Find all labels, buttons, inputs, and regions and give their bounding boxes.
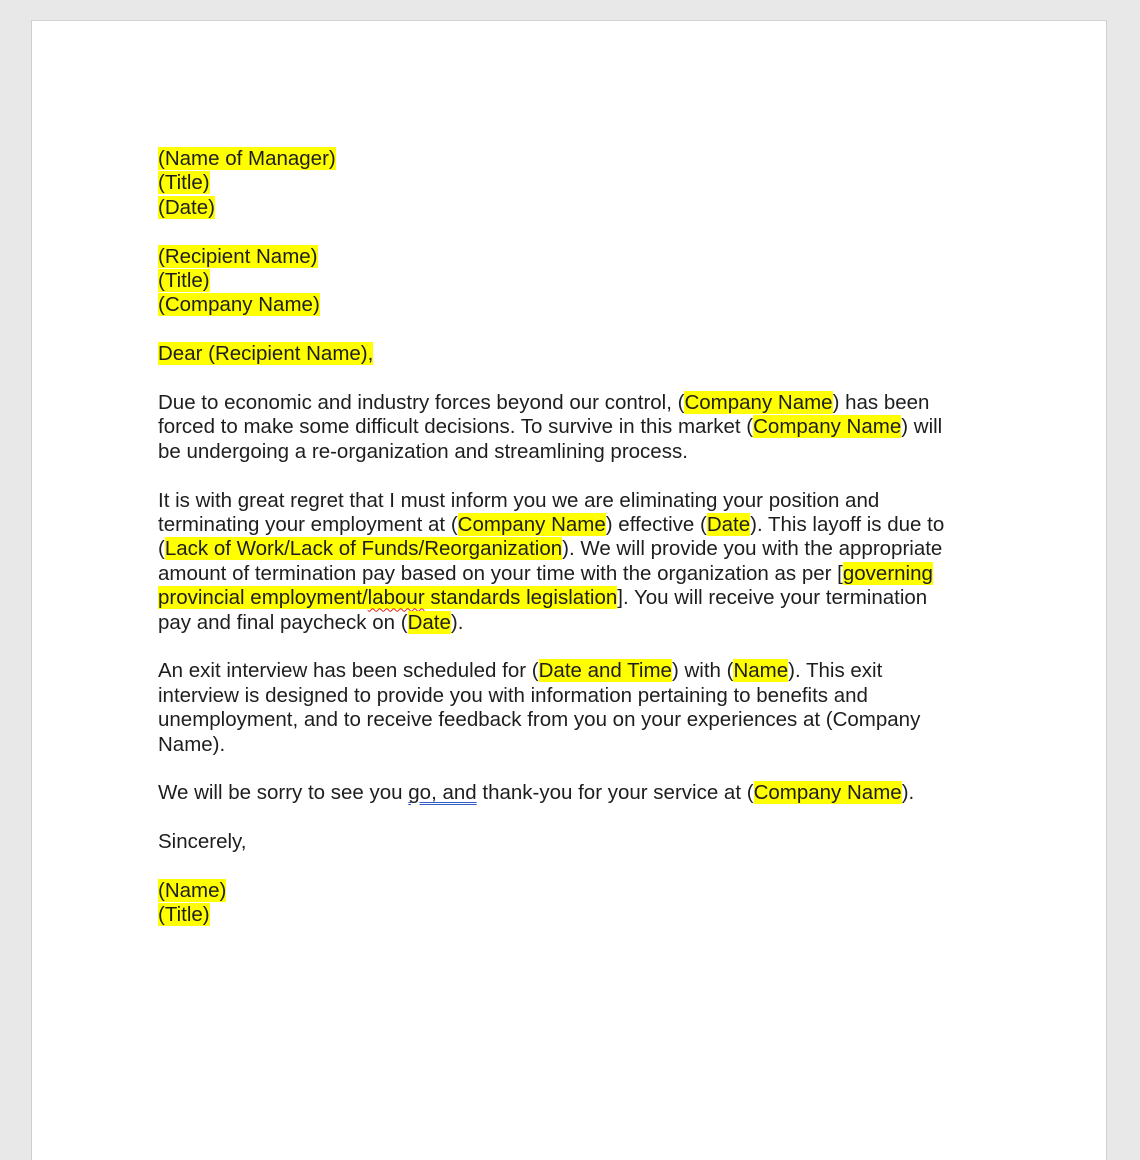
p3-text: unemployment, and to receive feedback from you on your experiences at (Company <box>158 708 921 732</box>
p3-text: ). This exit <box>788 659 883 683</box>
p2-text: ). This layoff is due to <box>750 513 945 537</box>
p1-text: ) has been <box>832 391 930 415</box>
placeholder-legislation: governing <box>842 561 933 585</box>
signature-block <box>158 879 998 928</box>
p2-text: terminating your employment at ( <box>158 513 458 537</box>
p1-text: be undergoing a re-organization and streamlining process. <box>158 439 688 463</box>
sender-title: (Title) <box>158 171 210 195</box>
p1-text: ) will <box>901 415 943 439</box>
p2-text: ]. You will receive your termination <box>617 586 928 610</box>
recipient-block <box>158 245 998 318</box>
spelling-flag-word: labour <box>367 586 425 610</box>
placeholder-date: Date <box>407 610 451 634</box>
grammar-flag-phrase: go, and <box>408 781 477 805</box>
placeholder-name: Name <box>733 659 789 683</box>
p4-text: We will be sorry to see you <box>158 781 409 805</box>
p3-text: interview is designed to provide you with information pertaining to benefits and <box>158 683 868 707</box>
p3-text: An exit interview has been scheduled for ( <box>158 659 539 683</box>
placeholder-company-name: Company Name <box>753 415 902 439</box>
placeholder-reason: Lack of Work/Lack of Funds/Reorganization <box>164 537 563 561</box>
p2-text: ( <box>158 537 165 561</box>
paragraph-3 <box>158 659 998 757</box>
document-page <box>31 20 1107 1160</box>
salutation <box>158 342 998 366</box>
p3-text: ) with ( <box>671 659 734 683</box>
p4-text: thank-you for your service at ( <box>476 781 754 805</box>
sender-block <box>158 147 998 220</box>
recipient-name: (Recipient Name) <box>158 244 318 268</box>
p3-text: Name). <box>158 732 226 756</box>
recipient-title: (Title) <box>158 269 210 293</box>
paragraph-1 <box>158 391 998 464</box>
closing <box>158 830 998 854</box>
p2-text: ) effective ( <box>605 513 707 537</box>
p2-text: pay and final paycheck on ( <box>158 610 408 634</box>
paragraph-2 <box>158 489 998 635</box>
placeholder-company-name: Company Name <box>753 781 902 805</box>
placeholder-company-name: Company Name <box>457 513 606 537</box>
placeholder-legislation: provincial employment/ <box>158 586 368 610</box>
placeholder-company-name: Company Name <box>684 391 833 415</box>
placeholder-legislation: standards legislation <box>424 586 618 610</box>
paragraph-4 <box>158 781 998 805</box>
closing-text: Sincerely, <box>158 830 247 854</box>
p2-text: ). We will provide you with the appropriate <box>562 537 943 561</box>
recipient-company: (Company Name) <box>158 293 320 317</box>
letter-body[interactable] <box>158 147 998 952</box>
placeholder-date-time: Date and Time <box>538 659 672 683</box>
p1-text: Due to economic and industry forces beyond our control, ( <box>158 391 685 415</box>
sender-date: (Date) <box>158 195 215 219</box>
p2-text: It is with great regret that I must inform you we are eliminating your position and <box>158 488 880 512</box>
p1-text: forced to make some difficult decisions. To survive in this market ( <box>158 415 754 439</box>
p4-text: ). <box>901 781 915 805</box>
sender-name: (Name of Manager) <box>158 147 336 170</box>
p2-text: amount of termination pay based on your time with the organization as per [ <box>158 561 843 585</box>
salutation-text: Dear (Recipient Name), <box>158 342 374 366</box>
p2-text: ). <box>450 610 464 634</box>
signature-name: (Name) <box>158 879 227 903</box>
placeholder-date: Date <box>706 513 751 537</box>
signature-title: (Title) <box>158 903 210 927</box>
